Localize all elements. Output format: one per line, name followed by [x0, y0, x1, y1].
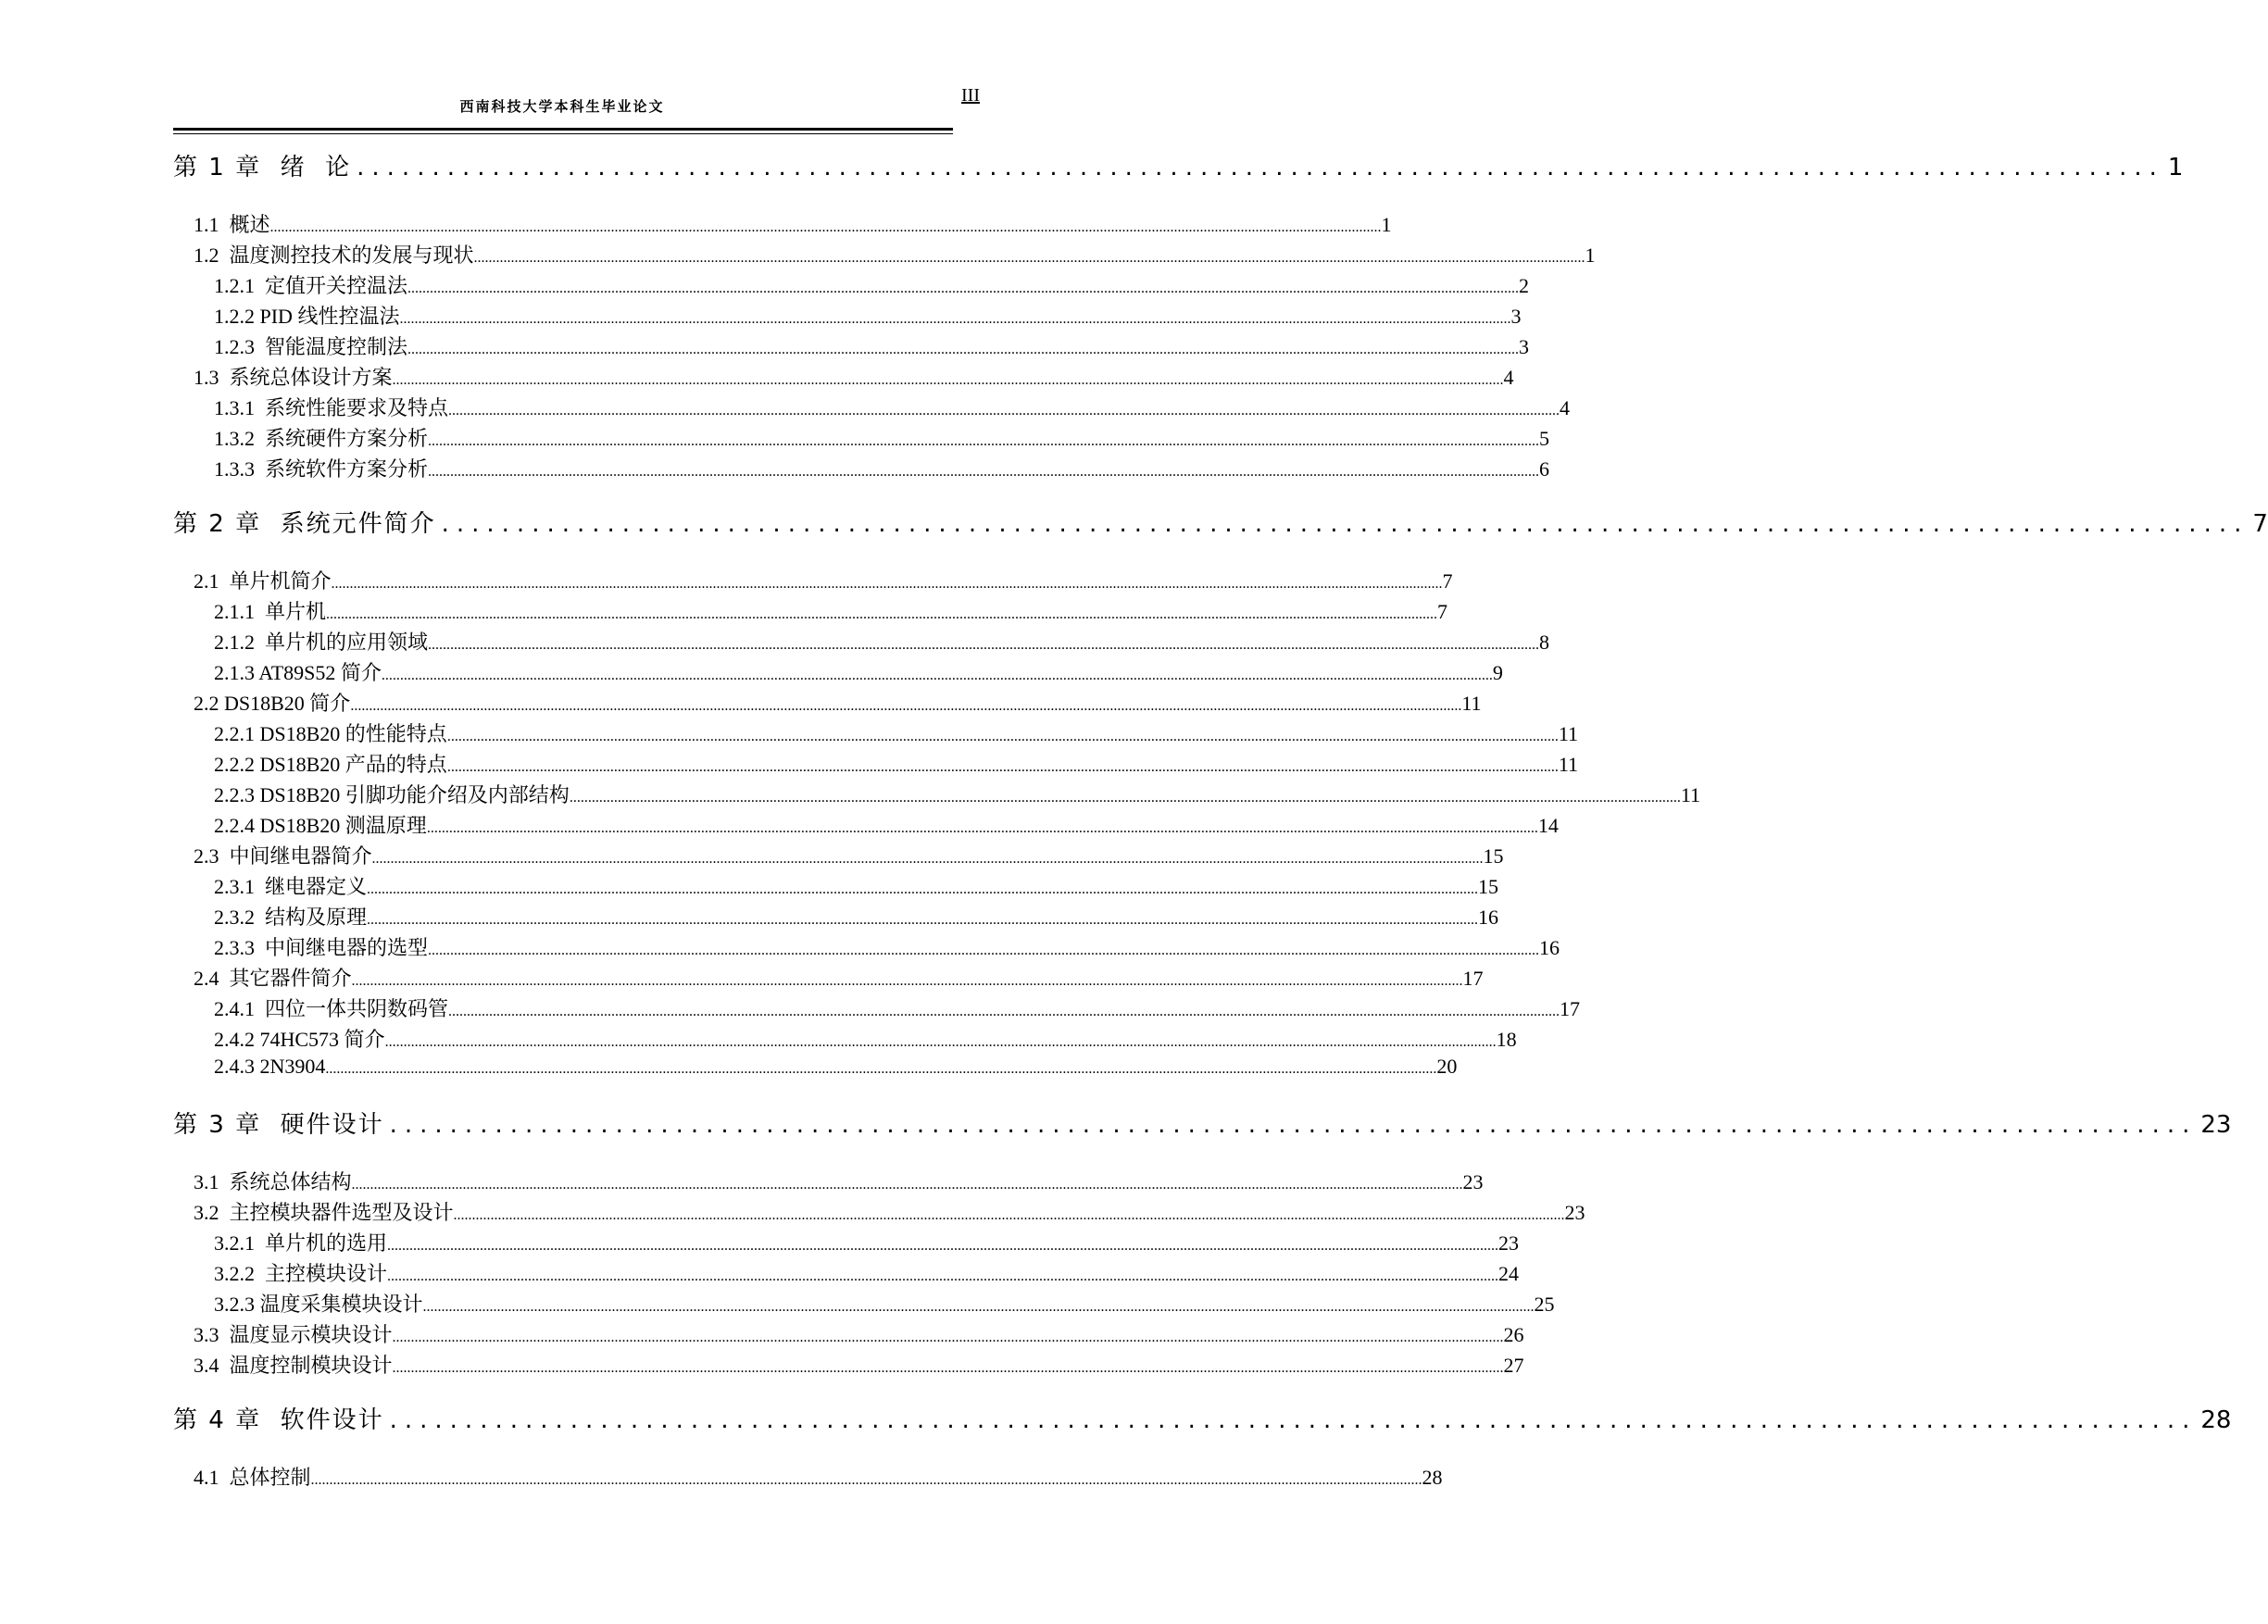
toc-leader-dots: ............................................................................................................................................................................................................................................................................................................ — [428, 637, 1540, 653]
toc-leader-dots: ............................................................................................................................................................................................................................................................................................................ — [371, 851, 1484, 867]
toc-leader-dots: ........................................................................................................................ — [389, 1406, 2198, 1434]
toc-entry[interactable] — [173, 1258, 1520, 1289]
toc-page-number: 24 — [1498, 1262, 1520, 1285]
toc-entry[interactable] — [173, 932, 1560, 963]
toc-label: 3.2.3 温度采集模块设计 — [214, 1293, 423, 1316]
toc-page-number: 28 — [1422, 1466, 1443, 1489]
toc-entry[interactable] — [173, 1167, 1484, 1197]
toc-entry[interactable] — [173, 209, 1392, 240]
toc-label: 4.1 总体控制 — [194, 1466, 311, 1489]
toc-leader-dots: ............................................................................................................................................................................................................................................................................................................ — [446, 759, 1559, 775]
toc-label: 2.4.1 四位一体共阴数码管 — [214, 997, 449, 1020]
toc-page-number: 16 — [1539, 936, 1560, 959]
toc-page-number: 6 — [1539, 457, 1550, 481]
toc-page-number: 17 — [1560, 997, 1581, 1020]
toc-page-number: 14 — [1537, 814, 1559, 837]
toc-label: 第 3 章 硬件设计 — [173, 1111, 384, 1139]
toc-leader-dots: ............................................................................................................................................................................................................................................................................................................ — [446, 729, 1559, 744]
toc-leader-dots: ............................................................................................................................................................................................................................................................................................................ — [350, 698, 1462, 714]
toc-label: 2.4 其它器件简介 — [194, 967, 352, 990]
toc-entry[interactable] — [173, 1319, 1524, 1350]
toc-leader-dots: ............................................................................................................................................................................................................................................................................................................ — [367, 881, 1479, 897]
toc-leader-dots: ............................................................................................................................................................................................................................................................................................................ — [325, 1061, 1437, 1077]
toc-leader-dots: ........................................................................................................................ — [389, 1111, 2198, 1139]
toc-entry[interactable] — [173, 566, 1453, 596]
toc-page-number: 11 — [1558, 722, 1578, 745]
page-number: III — [961, 85, 980, 106]
toc-entry[interactable] — [173, 963, 1484, 993]
toc-page-number: 11 — [1558, 753, 1578, 776]
toc-leader-dots: ............................................................................................................................................................................................................................................................................................................ — [473, 250, 1585, 266]
toc-entry[interactable] — [173, 240, 1596, 270]
toc-leader-dots: ............................................................................................................................................................................................................................................................................................................ — [448, 1004, 1560, 1019]
toc-page-number: 4 — [1503, 366, 1514, 389]
toc-entry[interactable] — [173, 331, 1530, 362]
toc-label: 2.1.1 单片机 — [214, 600, 327, 623]
toc-label: 3.1 系统总体结构 — [194, 1170, 352, 1193]
toc-entry[interactable] — [173, 1228, 1520, 1258]
toc-label: 2.3.3 中间继电器的选型 — [214, 936, 429, 959]
toc-leader-dots: ............................................................................................................................................................................................................................................................................................................ — [428, 464, 1540, 480]
toc-leader-dots: ............................................................................................................................................................................................................................................................................................................ — [392, 1330, 1504, 1345]
toc-label: 1.2.2 PID 线性控温法 — [214, 305, 400, 328]
toc-label: 2.1 单片机简介 — [194, 569, 332, 593]
toc-label: 2.2.1 DS18B20 的性能特点 — [214, 722, 447, 745]
toc-leader-dots: ............................................................................................................................................................................................................................................................................................................ — [453, 1207, 1565, 1223]
toc-leader-dots: ............................................................................................................................................................................................................................................................................................................ — [407, 281, 1520, 296]
toc-page-number: 23 — [1498, 1231, 1520, 1255]
toc-label: 2.3.2 结构及原理 — [214, 906, 368, 929]
toc-label: 3.4 温度控制模块设计 — [194, 1354, 393, 1377]
toc-leader-dots: ............................................................................................................................................................................................................................................................................................................ — [428, 943, 1540, 958]
header-rule-thin — [173, 133, 953, 134]
toc-entry[interactable] — [173, 871, 1499, 902]
toc-label: 1.2.3 智能温度控制法 — [214, 335, 408, 358]
toc-leader-dots: ............................................................................................................................................................................................................................................................................................................ — [387, 1268, 1499, 1284]
toc-page-number: 1 — [2167, 154, 2184, 181]
toc-chapter[interactable] — [173, 1401, 2232, 1443]
toc-label: 1.1 概述 — [194, 213, 270, 236]
toc-label: 2.4.2 74HC573 简介 — [214, 1028, 385, 1051]
toc-entry[interactable] — [173, 841, 1504, 871]
toc-leader-dots: ............................................................................................................................................................................................................................................................................................................ — [351, 1177, 1463, 1193]
toc-page-number: 3 — [1510, 305, 1522, 328]
toc-label: 3.2.1 单片机的选用 — [214, 1231, 388, 1255]
toc-page-number: 5 — [1539, 427, 1550, 450]
toc-label: 1.3 系统总体设计方案 — [194, 366, 393, 389]
toc-label: 1.3.2 系统硬件方案分析 — [214, 427, 429, 450]
toc-leader-dots: ............................................................................................................................................................................................................................................................................................................ — [569, 790, 1681, 806]
toc-label: 第 2 章 系统元件简介 — [173, 510, 436, 538]
toc-page-number: 3 — [1519, 335, 1530, 358]
toc-entry[interactable] — [173, 902, 1499, 932]
toc-label: 1.2 温度测控技术的发展与现状 — [194, 244, 474, 267]
toc-page-number: 9 — [1492, 661, 1503, 684]
toc-entry[interactable] — [173, 993, 1581, 1024]
toc-leader-dots: ............................................................................................................................................................................................................................................................................................................ — [399, 311, 1511, 327]
toc-page-number: 23 — [1564, 1201, 1585, 1224]
toc-label: 3.2.2 主控模块设计 — [214, 1262, 388, 1285]
toc-page-number: 11 — [1461, 692, 1482, 715]
toc-leader-dots: ............................................................................................................................................................................................................................................................................................................ — [392, 372, 1504, 388]
toc-label: 2.2.4 DS18B20 测温原理 — [214, 814, 427, 837]
header-title: 西南科技大学本科生毕业论文 — [459, 98, 665, 115]
toc-page-number: 1 — [1585, 244, 1596, 267]
toc-page-number: 7 — [1442, 569, 1453, 593]
toc-leader-dots: ............................................................................................................................................................................................................................................................................................................ — [367, 912, 1479, 928]
toc-label: 2.4.3 2N3904 — [214, 1055, 326, 1078]
toc-entry[interactable] — [173, 1462, 1443, 1493]
toc-label: 3.3 温度显示模块设计 — [194, 1323, 393, 1346]
toc-entry[interactable] — [173, 1024, 1517, 1055]
toc-entry[interactable] — [173, 423, 1550, 454]
toc-page-number: 16 — [1478, 906, 1499, 929]
toc-label: 2.3 中间继电器简介 — [194, 844, 372, 868]
toc-leader-dots: ........................................................................................................................ — [357, 154, 2164, 181]
toc-entry[interactable] — [173, 270, 1530, 301]
toc-label: 2.2 DS18B20 简介 — [194, 692, 351, 715]
toc-label: 3.2 主控模块器件选型及设计 — [194, 1201, 454, 1224]
toc-leader-dots: ........................................................................................................................ — [441, 510, 2249, 538]
toc-leader-dots: ............................................................................................................................................................................................................................................................................................................ — [422, 1299, 1535, 1315]
toc-page-number: 20 — [1436, 1055, 1458, 1078]
toc-label: 1.3.1 系统性能要求及特点 — [214, 396, 449, 419]
toc-leader-dots: ............................................................................................................................................................................................................................................................................................................ — [310, 1472, 1422, 1488]
toc-chapter[interactable] — [173, 148, 2184, 191]
toc-entry[interactable] — [173, 301, 1522, 331]
toc-entry[interactable] — [173, 393, 1571, 423]
toc-page-number: 15 — [1478, 875, 1499, 898]
toc-entry[interactable] — [173, 596, 1448, 627]
toc-leader-dots: ............................................................................................................................................................................................................................................................................................................ — [428, 433, 1540, 449]
toc-page-number: 15 — [1483, 844, 1504, 868]
toc-label: 第 4 章 软件设计 — [173, 1406, 384, 1434]
toc-label: 2.3.1 继电器定义 — [214, 875, 368, 898]
toc-entry[interactable] — [173, 627, 1550, 657]
toc-page-number: 23 — [2200, 1111, 2232, 1139]
toc-entry[interactable] — [173, 1350, 1524, 1380]
toc-entry[interactable] — [173, 749, 1578, 780]
toc-label: 2.2.2 DS18B20 产品的特点 — [214, 753, 447, 776]
toc-page-number: 17 — [1462, 967, 1484, 990]
toc-page-number: 7 — [1437, 600, 1448, 623]
toc-page-number: 7 — [2252, 510, 2268, 538]
toc-label: 2.2.3 DS18B20 引脚功能介绍及内部结构 — [214, 783, 570, 806]
toc-page-number: 4 — [1560, 396, 1571, 419]
toc-entry[interactable] — [173, 454, 1550, 484]
toc-entry[interactable] — [173, 362, 1514, 393]
toc-page-number: 18 — [1496, 1028, 1517, 1051]
toc-entry[interactable] — [173, 1289, 1555, 1319]
toc-leader-dots: ............................................................................................................................................................................................................................................................................................................ — [387, 1238, 1499, 1254]
toc-leader-dots: ............................................................................................................................................................................................................................................................................................................ — [269, 219, 1382, 235]
toc-label: 2.1.3 AT89S52 简介 — [214, 661, 382, 684]
toc-leader-dots: ............................................................................................................................................................................................................................................................................................................ — [407, 342, 1520, 357]
toc-page-number: 1 — [1381, 213, 1392, 236]
toc-leader-dots: ............................................................................................................................................................................................................................................................................................................ — [384, 1034, 1497, 1050]
toc-leader-dots: ............................................................................................................................................................................................................................................................................................................ — [448, 403, 1560, 418]
toc-page-number: 25 — [1534, 1293, 1555, 1316]
toc-page-number: 26 — [1503, 1323, 1524, 1346]
toc-entry[interactable] — [173, 780, 1700, 810]
toc-entry[interactable] — [173, 1197, 1585, 1228]
toc-leader-dots: ............................................................................................................................................................................................................................................................................................................ — [392, 1360, 1504, 1376]
toc-entry[interactable] — [173, 810, 1559, 841]
toc-leader-dots: ............................................................................................................................................................................................................................................................................................................ — [426, 820, 1538, 836]
toc-page-number: 27 — [1503, 1354, 1524, 1377]
toc-page-number: 8 — [1539, 631, 1550, 654]
toc-entry[interactable] — [173, 657, 1503, 688]
toc-page-number: 11 — [1680, 783, 1700, 806]
toc-chapter[interactable] — [173, 1106, 2232, 1148]
toc-page-number: 28 — [2200, 1406, 2232, 1434]
toc-entry[interactable] — [173, 688, 1482, 718]
toc-page-number: 23 — [1462, 1170, 1484, 1193]
toc-entry[interactable] — [173, 718, 1578, 749]
toc-label: 第 1 章 绪 论 — [173, 154, 352, 181]
toc-label: 1.3.3 系统软件方案分析 — [214, 457, 429, 481]
toc-leader-dots: ............................................................................................................................................................................................................................................................................................................ — [326, 606, 1438, 622]
toc-entry[interactable] — [173, 1055, 1458, 1085]
table-of-contents — [173, 148, 2268, 1493]
toc-page-number: 2 — [1519, 274, 1530, 297]
toc-leader-dots: ............................................................................................................................................................................................................................................................................................................ — [381, 668, 1493, 683]
toc-label: 1.2.1 定值开关控温法 — [214, 274, 408, 297]
toc-leader-dots: ............................................................................................................................................................................................................................................................................................................ — [331, 576, 1443, 592]
header-rule-thick — [173, 128, 953, 131]
toc-leader-dots: ............................................................................................................................................................................................................................................................................................................ — [351, 973, 1463, 989]
toc-label: 2.1.2 单片机的应用领域 — [214, 631, 429, 654]
toc-chapter[interactable] — [173, 505, 2268, 547]
